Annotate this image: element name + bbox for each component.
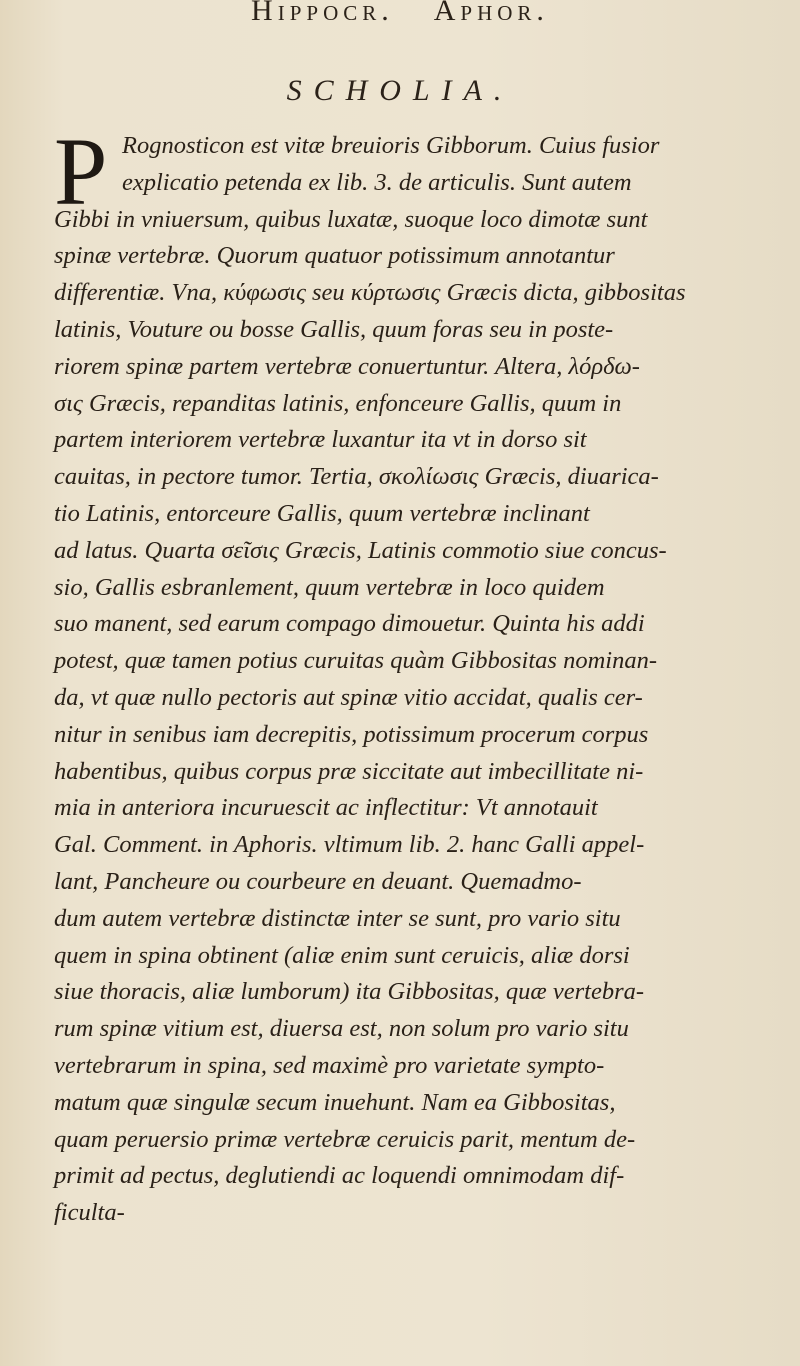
text-line: Gal. Comment. in Aphoris. vltimum lib. 2. hanc Galli appel- [54,831,645,859]
text-line: spinæ vertebræ. Quorum quatuor potissimum annotantur [54,242,615,270]
text-line: suo manent, sed earum compago dimouetur. Quinta his addi [54,610,645,638]
text-line: latinis, Vouture ou bosse Gallis, quum foras seu in poste- [54,315,614,343]
text-line: primit ad pectus, deglutiendi ac loquendi omnimodam dif- [54,1162,625,1190]
running-head [0,0,800,28]
section-title: SCHOLIA. [286,74,514,107]
running-head-left: Hippocr. [251,0,394,27]
text-line: ad latus. Quarta σεῖσις Græcis, Latinis commotio siue concus- [54,536,667,564]
text-line: lant, Pancheure ou courbeure en deuant. Quemadmo- [54,867,582,895]
text-line: ficulta- [54,1199,125,1227]
text-line: Rognosticon est vitæ breuioris Gibborum. Cuius fusior [122,132,660,159]
text-line: dum autem vertebræ distinctæ inter se sunt, pro vario situ [54,904,621,932]
text-line: habentibus, quibus corpus præ siccitate aut imbecillitate ni- [54,757,644,785]
text-line: mia in anteriora incuruescit ac inflectitur: Vt annotauit [54,794,598,822]
text-line: quam peruersio primæ vertebræ ceruicis parit, mentum de- [54,1125,636,1153]
text-line: partem interiorem vertebræ luxantur ita vt in dorso sit [54,426,587,454]
text-line: sio, Gallis esbranlement, quum vertebræ in loco quidem [54,573,605,601]
text-line: differentiæ. Vna, κύφωσις seu κύρτωσις Græcis dicta, gibbositas [54,279,686,307]
text-line: quem in spina obtinent (aliæ enim sunt ceruicis, aliæ dorsi [54,941,630,969]
text-line: explicatio petenda ex lib. 3. de articulis. Sunt autem [122,168,632,196]
text-line: cauitas, in pectore tumor. Tertia, σκολίωσις Græcis, diuarica- [54,463,659,491]
text-line: siue thoracis, aliæ lumborum) ita Gibbositas, quæ vertebra- [54,978,645,1006]
text-line: tio Latinis, entorceure Gallis, quum vertebræ inclinant [54,499,590,527]
text-line: matum quæ singulæ secum inuehunt. Nam ea Gibbositas, [54,1088,616,1116]
text-line: Gibbi in vniuersum, quibus luxatæ, suoque loco dimotæ sunt [54,205,648,233]
text-line: vertebrarum in spina, sed maximè pro varietate sympto- [54,1051,605,1079]
body-text [54,118,766,1232]
text-line: da, vt quæ nullo pectoris aut spinæ vitio accidat, qualis cer- [54,683,643,711]
text-line: rum spinæ vitium est, diuersa est, non solum pro vario situ [54,1015,629,1043]
text-line: potest, quæ tamen potius curuitas quàm Gibbositas nominan- [54,647,657,675]
text-line: σις Græcis, repanditas latinis, enfonceure Gallis, quum in [54,389,622,417]
text-line: nitur in senibus iam decrepitis, potissimum procerum corpus [54,720,649,748]
drop-cap: P [54,118,108,225]
text-line: riorem spinæ partem vertebræ conuertuntur. Altera, λόρδω- [54,352,640,380]
running-head-right: Aphor. [433,0,549,27]
